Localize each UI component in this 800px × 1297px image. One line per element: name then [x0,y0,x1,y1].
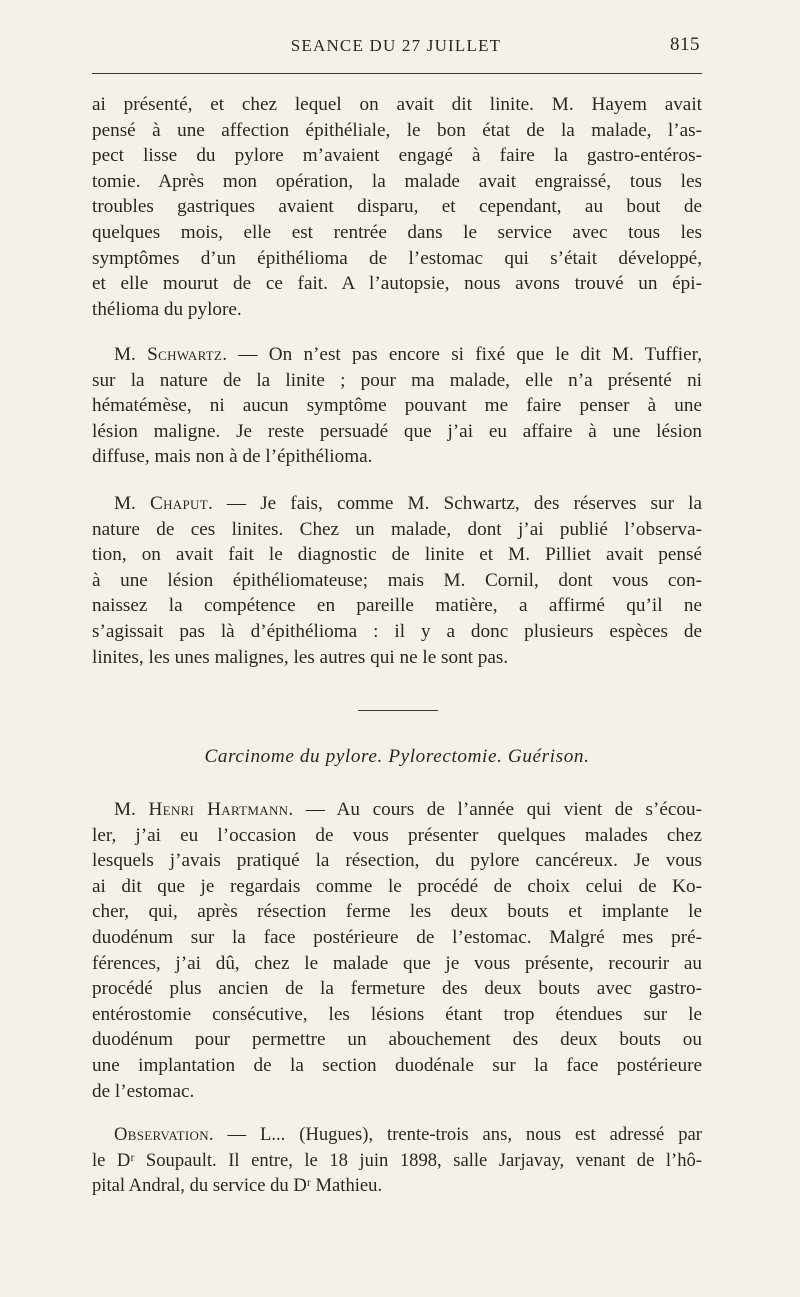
text-line: ai présenté, et chez lequel on avait dit linite. M. Hayem avait [92,94,702,115]
running-title: SEANCE DU 27 JUILLET [290,36,502,55]
observation-line [92,1122,702,1148]
text-line: pect lisse du pylore m’avaient engagé à faire la gastro-entéros- [92,145,702,167]
text-line: s’agissait pas là d’épithélioma : il y a donc plusieurs espèces de [92,620,702,642]
speaker-line [92,342,702,368]
text-line: hématémèse, ni aucun symptôme pouvant me faire penser à une [92,395,702,417]
text-line: ler, j’ai eu l’occasion de vous présenter quelques malades chez [92,824,702,846]
speaker-prefix: M. [114,344,148,365]
header-rule [92,73,702,74]
paragraph-schwartz [92,342,702,470]
running-head [92,34,700,60]
speaker-line [92,797,702,823]
paragraph-1 [92,92,702,322]
text-line: nature de ces linites. Chez un malade, dont j’ai publié l’observa- [92,518,702,540]
speaker-text: . — Au cours de l’année qui vient de s’écou- [288,799,703,820]
text-line: cher, qui, après résection ferme les deux bouts et implante le [92,901,702,923]
text-line: linites, les unes malignes, les autres qui ne le sont pas. [92,646,509,668]
text-line: naissez la compétence en pareille matière, a affirmé qu’il ne [92,595,702,617]
text-line: ai dit que je regardais comme le procédé de choix celui de Ko- [92,875,702,897]
text-line: symptômes d’un épithélioma de l’estomac qui s’était développé, [92,247,702,269]
text-line: sur la nature de la linite ; pour ma malade, elle n’a présenté ni [92,369,702,391]
text-line: le Dʳ Soupault. Il entre, le 18 juin 1898, salle Jarjavay, venant de l’hô- [92,1149,702,1171]
page-number: 815 [670,34,700,55]
text-line: de l’estomac. [92,1080,195,1102]
text-line: pensé à une affection épithéliale, le bon état de la malade, l’as- [92,119,702,141]
speaker-text: . — On n’est pas encore si fixé que le dit M. Tuffier, [222,344,703,365]
text-line: lesquels j’avais pratiqué la résection, du pylore cancéreux. Je vous [92,850,702,872]
text-line: procédé plus ancien de la fermeture des deux bouts avec gastro- [92,978,702,1000]
speaker-line [92,491,702,517]
text-line: à une lésion épithéliomateuse; mais M. Cornil, dont vous con- [92,569,702,591]
section-divider [358,710,438,711]
text-line: entérostomie consécutive, les lésions étant trop étendues sur le [92,1003,702,1025]
text-line: thélioma du pylore. [92,298,242,320]
observation-label: Observation [114,1124,209,1145]
text-line: lésion maligne. Je reste persuadé que j’ai eu affaire à une lésion [92,420,702,442]
paragraph-chaput [92,491,702,670]
speaker-name: Schwartz [147,344,223,365]
text-line: duodénum pour permettre un abouchement des deux bouts ou [92,1029,702,1051]
text-line: pital Andral, du service du Dʳ Mathieu. [92,1175,383,1197]
text-line: diffuse, mais non à de l’épithélioma. [92,446,373,468]
paragraph-observation [92,1122,702,1199]
text-line: tomie. Après mon opération, la malade avait engraissé, tous les [92,170,702,192]
speaker-name: Chaput [150,493,208,514]
observation-text: . — L... (Hugues), trente-trois ans, nous est adressé par [208,1124,702,1145]
text-line: quelques mois, elle est rentrée dans le service avec tous les [92,221,702,243]
speaker-name: Henri Hartmann [148,799,289,820]
speaker-prefix: M. [114,799,149,820]
text-line: une implantation de la section duodénale sur la face postérieure [92,1054,702,1076]
text-line: férences, j’ai dû, chez le malade que je vous présente, recourir au [92,952,702,974]
text-line: et elle mourut de ce fait. A l’autopsie, nous avons trouvé un épi- [92,273,702,295]
text-line: troubles gastriques avaient disparu, et cependant, au bout de [92,196,702,218]
text-line: duodénum sur la face postérieure de l’estomac. Malgré mes pré- [92,926,702,948]
section-title: Carcinome du pylore. Pylorectomie. Guérison. [204,746,590,767]
paragraph-hartmann [92,797,702,1104]
speaker-prefix: M. [114,493,150,514]
text-line: tion, on avait fait le diagnostic de linite et M. Pilliet avait pensé [92,544,702,566]
speaker-text: . — Je fais, comme M. Schwartz, des réserves sur la [207,493,702,514]
